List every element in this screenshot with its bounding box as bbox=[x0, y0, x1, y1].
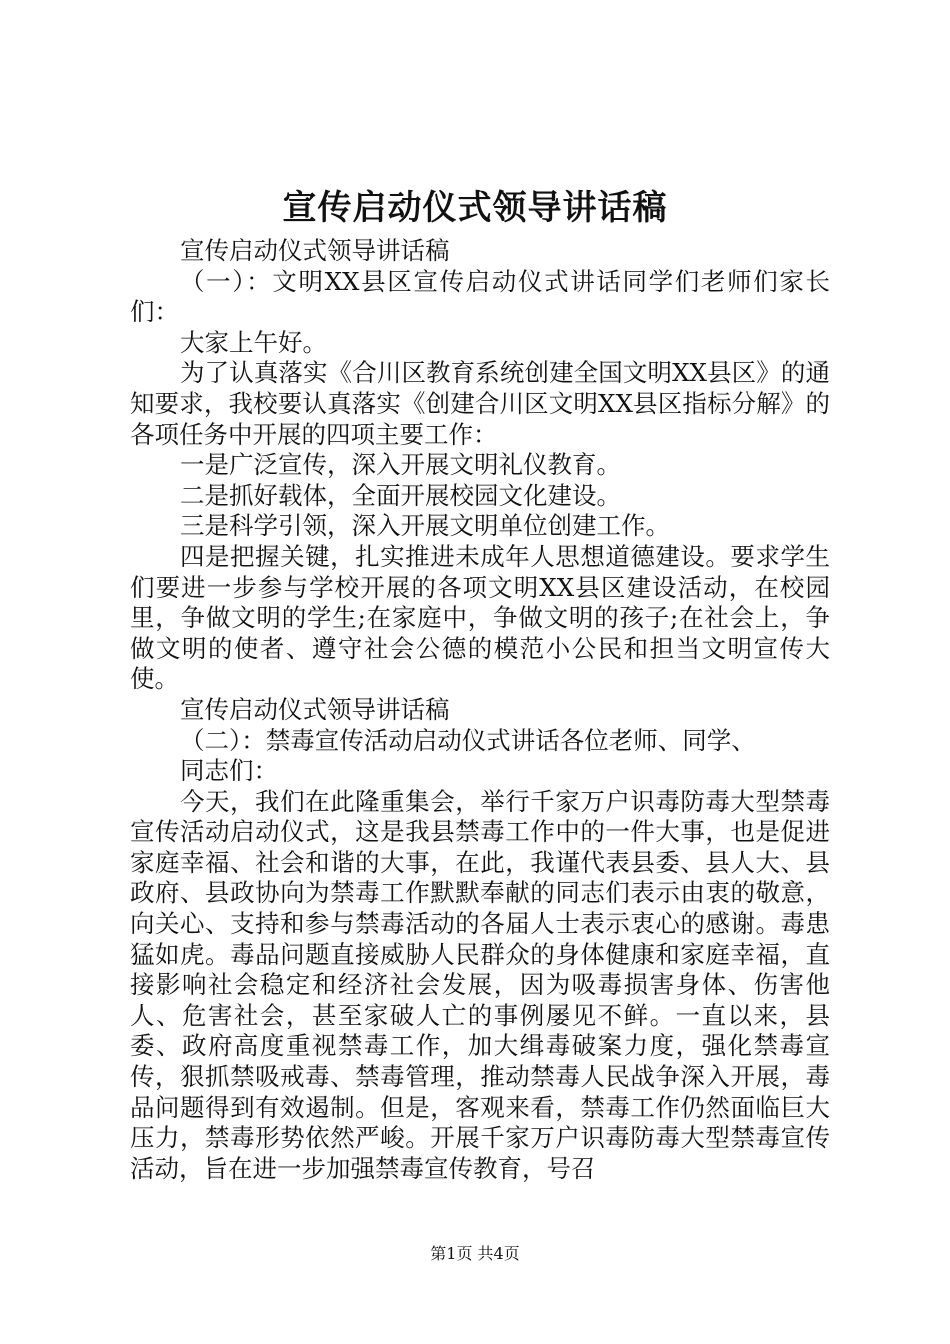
paragraph: 同志们： bbox=[180, 756, 278, 786]
paragraph: 宣传启动仪式领导讲话稿 bbox=[180, 694, 450, 724]
paragraph: 宣传启动仪式领导讲话稿 bbox=[180, 236, 450, 265]
document-body bbox=[130, 236, 830, 1184]
paragraph: 二是抓好载体，全面开展校园文化建设。 bbox=[180, 480, 621, 510]
document-title: 宣传启动仪式领导讲话稿 bbox=[282, 188, 668, 228]
paragraph: （一）：文明XX县区宣传启动仪式讲话同学们老师们家长们： bbox=[130, 266, 830, 327]
paragraph: 一是广泛宣传，深入开展文明礼仪教育。 bbox=[180, 450, 621, 480]
paragraph: 今天，我们在此隆重集会，举行千家万户识毒防毒大型禁毒宣传活动启动仪式，这是我县禁毒工作中的一件大事，也是促进家庭幸福、社会和谐的大事，在此，我谨代表县委、县人大、县政府、县政协向为禁毒工作默默奉献的同志们表示由衷的敬意，向关心、支持和参与禁毒活动的各届人士表示衷心的感谢。毒患猛如虎。毒品问题直接威胁人民群众的身体健康和家庭幸福，直接影响社会稳定和经济社会发展，因为吸毒损害身体、伤害他人、危害社会，甚至家破人亡的事例屡见不鲜。一直以来，县委、政府高度重视禁毒工作，加大缉毒破案力度，强化禁毒宣传，狠抓禁吸戒毒、禁毒管理，推动禁毒人民战争深入开展，毒品问题得到有效遏制。但是，客观来看，禁毒工作仍然面临巨大压力，禁毒形势依然严峻。开展千家万户识毒防毒大型禁毒宣传活动，旨在进一步加强禁毒宣传教育，号召 bbox=[130, 786, 830, 1183]
paragraph: 大家上午好。 bbox=[180, 327, 327, 357]
page-footer: 第1页 共4页 bbox=[430, 1244, 520, 1263]
paragraph: （二）：禁毒宣传活动启动仪式讲话各位老师、同学、 bbox=[180, 725, 756, 755]
paragraph: 为了认真落实《合川区教育系统创建全国文明XX县区》的通知要求，我校要认真落实《创建合川区文明XX县区指标分解》的各项任务中开展的四项主要工作： bbox=[130, 358, 830, 449]
paragraph: 四是把握关键，扎实推进未成年人思想道德建设。要求学生们要进一步参与学校开展的各项文明XX县区建设活动，在校园里，争做文明的学生;在家庭中，争做文明的孩子;在社会上，争做文明的使者、遵守社会公德的模范小公民和担当文明宣传大使。 bbox=[130, 541, 830, 694]
paragraph: 三是科学引领，深入开展文明单位创建工作。 bbox=[180, 511, 670, 541]
